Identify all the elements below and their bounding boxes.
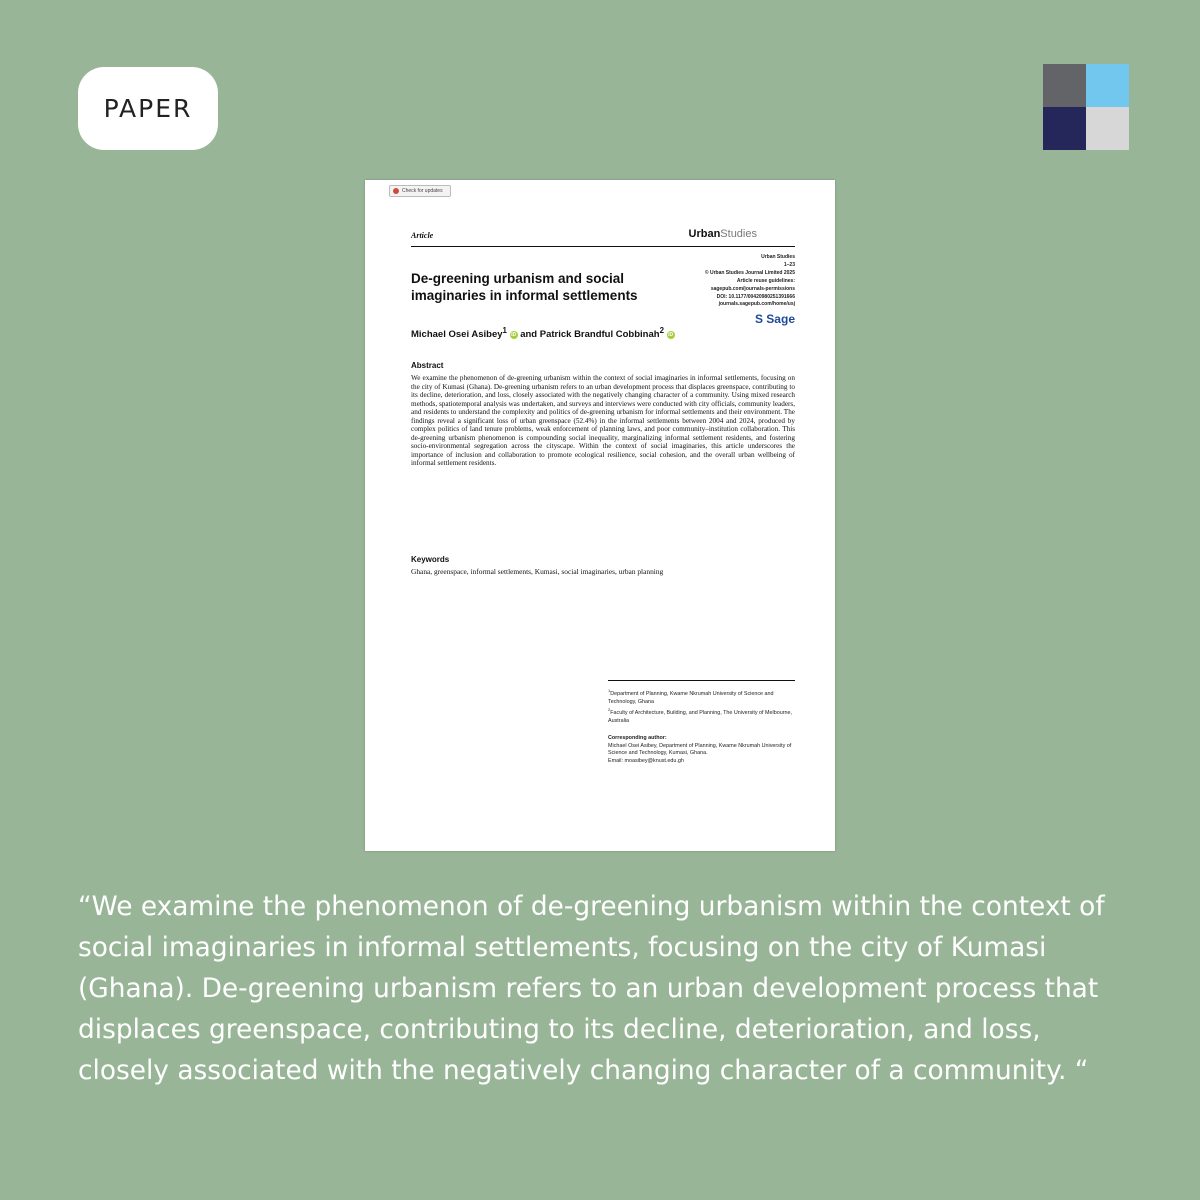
meta-line: DOI: 10.1177/00420980251391666 <box>716 293 795 300</box>
paper-tag <box>78 67 218 150</box>
check-for-updates-badge <box>389 185 451 197</box>
meta-line: 1–23 <box>783 261 795 268</box>
publisher-logo: S Sage <box>754 312 795 326</box>
abstract-text: We examine the phenomenon of de-greening urbanism within the context of social imaginaries in informal settlements, focusing on the city of Kumasi (Ghana). De-greening urbanism refers to an urban development process that displaces greenspace, contributing to its decline, deterioration, and loss, closely associated with the negatively changing character of a community. Using mixed research methods, spatiotemporal analysis was undertaken, and surveys and interviews were conducted with city officials, community leaders, and residents to understand the complexity and politics of de-greening urbanism for informal settlements and their environment. The findings reveal a significant loss of urban greenspace (52.4%) in the informal settlements between 2004 and 2024, produced by complex politics of land tenure problems, weak enforcement of planning laws, and poor community–institution collaboration. This de-greening urbanism phenomenon is compounding social inequality, marginalizing informal settlement residents, and fostering socio-environmental segregation across the cityscape. Within the context of social imaginaries, this article underscores the importance of inclusion and collaboration to promote ecological resilience, social cohesion, and the overall urban wellbeing of informal settlement residents. <box>411 374 795 468</box>
corresponding-author-heading: Corresponding author: <box>608 734 667 741</box>
affiliation-mark: 1 <box>608 688 611 693</box>
paper-title: De-greening urbanism and social imaginaries in informal settlements <box>411 271 638 303</box>
orcid-icon: iD <box>668 331 674 338</box>
check-for-updates-label: Check for updates <box>402 188 443 194</box>
journal-metadata <box>705 254 795 309</box>
journal-name-bold: Urban <box>688 228 721 240</box>
author-name: Michael Osei Asibey <box>411 329 503 341</box>
orcid-icon: iD <box>511 331 517 338</box>
logo-square-bottom-left <box>1043 107 1086 150</box>
logo-square-top-right <box>1086 64 1129 107</box>
affiliations-footnote <box>608 687 795 766</box>
affiliation-text: Faculty of Architecture, Building, and Planning, The University of Melbourne, Australia <box>608 710 793 724</box>
article-type-label: Article <box>411 231 434 240</box>
keywords-text: Ghana, greenspace, informal settlements, Kumasi, social imaginaries, urban planning <box>411 567 664 576</box>
journal-name-light: Studies <box>720 228 757 240</box>
author-name: Patrick Brandful Cobbinah <box>539 329 660 341</box>
logo-square-bottom-right <box>1086 107 1129 150</box>
affiliation-1 <box>608 687 795 706</box>
author-conjunction: and <box>520 329 538 341</box>
header-rule <box>411 246 795 247</box>
meta-line: journals.sagepub.com/home/usj <box>718 301 795 308</box>
affiliation-mark: 2 <box>608 707 611 713</box>
footnote-rule <box>608 680 795 681</box>
author-line <box>411 326 675 340</box>
affiliation-2 <box>608 706 795 725</box>
brand-logo <box>1043 64 1129 150</box>
meta-line: © Urban Studies Journal Limited 2025 <box>704 269 795 276</box>
keywords-heading: Keywords <box>411 555 450 564</box>
journal-name <box>689 228 757 240</box>
corresponding-author-email: Email: moasibey@knust.edu.gh <box>608 758 684 765</box>
author-affiliation-mark: 2 <box>659 326 664 335</box>
corresponding-author-text: Michael Osei Asibey, Department of Planning, Kwame Nkrumah University of Science and Technology, Kumasi, Ghana. <box>608 742 792 757</box>
abstract-heading: Abstract <box>411 361 444 370</box>
affiliation-text: Department of Planning, Kwame Nkrumah University of Science and Technology, Ghana <box>608 690 774 705</box>
meta-line: Article reuse guidelines: <box>736 277 795 284</box>
paper-tag-label: PAPER <box>103 94 193 123</box>
author-affiliation-mark: 1 <box>502 326 507 335</box>
meta-line: Urban Studies <box>761 254 795 260</box>
paper-page-preview <box>365 180 835 851</box>
logo-square-top-left <box>1043 64 1086 107</box>
update-icon <box>393 188 399 194</box>
abstract-quote: “We examine the phenomenon of de-greening urbanism within the context of social imaginaries in informal settlements, focusing on the city of Kumasi (Ghana). De-greening urbanism refers to an urban development process that displaces greenspace, contributing to its decline, deterioration, and loss, closely associated with the negatively changing character of a community. “ <box>78 891 1105 1086</box>
meta-line: sagepub.com/journals-permissions <box>710 285 795 292</box>
